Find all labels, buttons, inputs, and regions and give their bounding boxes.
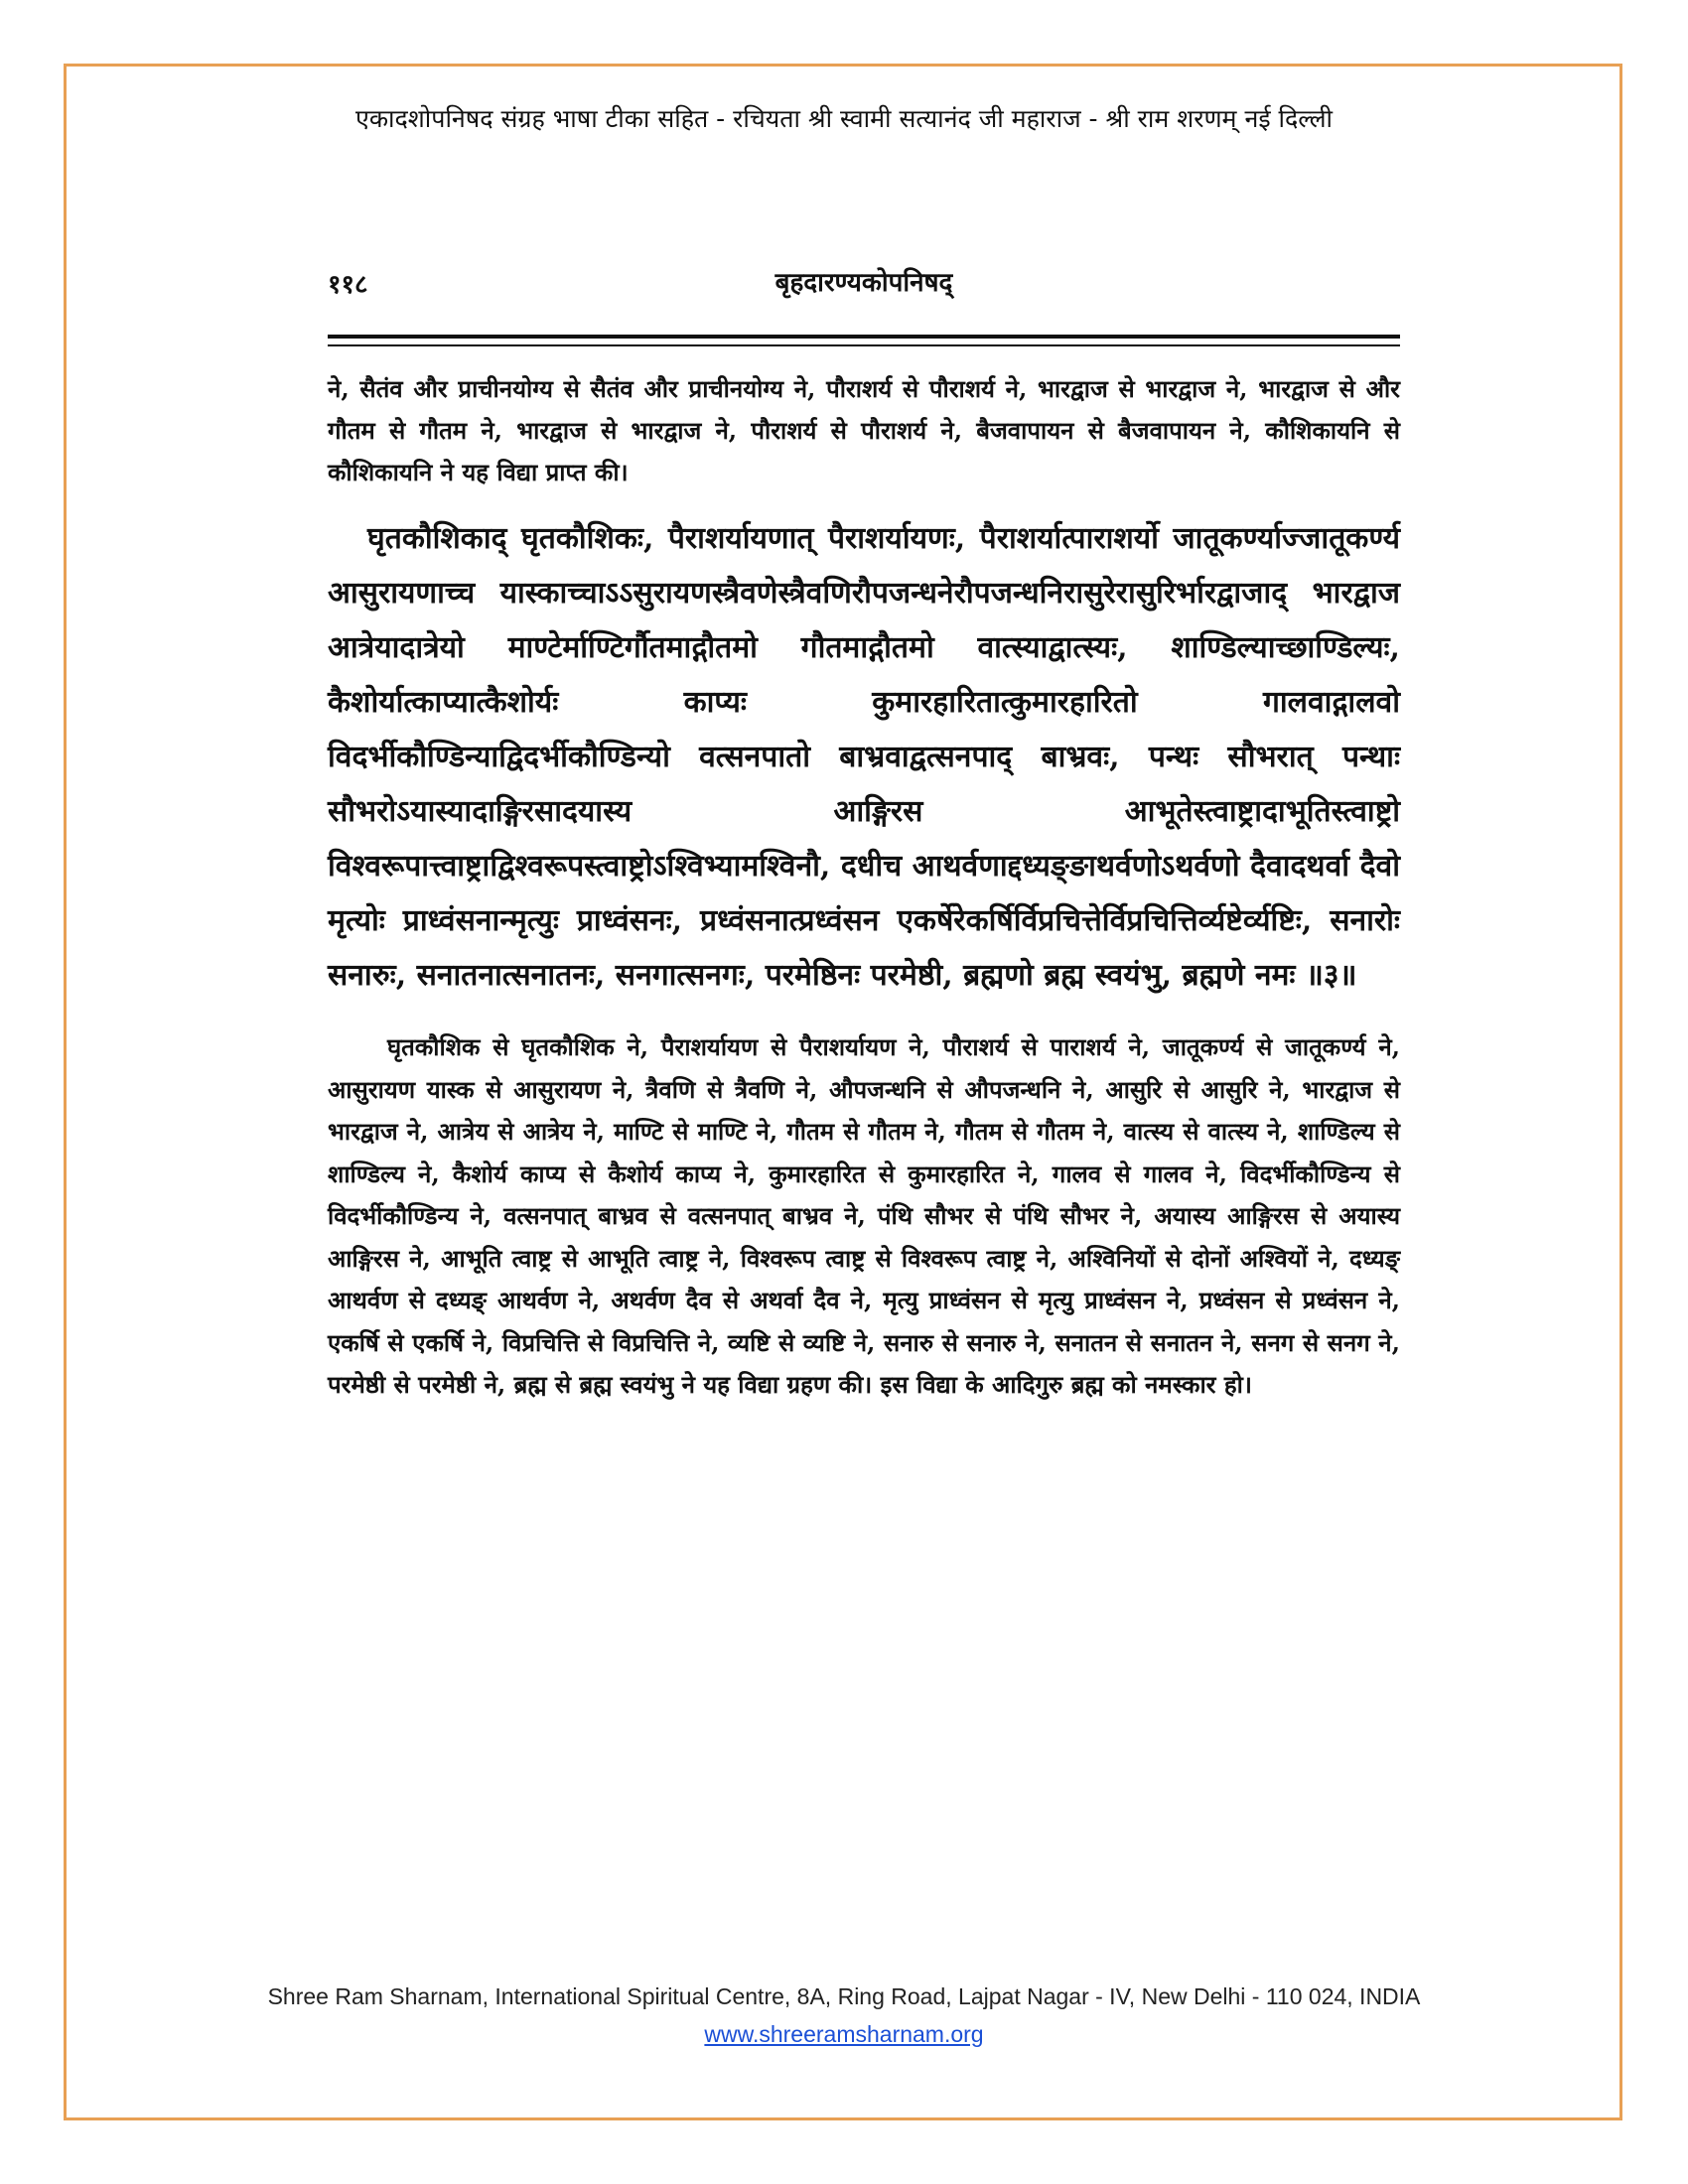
translation-paragraph-1: ने, सैतंव और प्राचीनयोग्य से सैतंव और प्राचीनयोग्य ने, पौराशर्य से पौराशर्य ने, भारद्वाज से भारद्वाज ने, भारद्वाज से और गौतम से गौतम ने, भारद्वाज से भारद्वाज ने, पौराशर्य से पौराशर्य ने, बैजवापायन से बैजवापायन ने, कौशिकायनि से कौशिकायनि ने यह विद्या प्राप्त की। [328, 374, 1400, 486]
translation-paragraph-2: घृतकौशिक से घृतकौशिक ने, पैराशर्यायण से पैराशर्यायण ने, पौराशर्य से पाराशर्य ने, जातूकर्ण्य से जातूकर्ण्य ने, आसुरायण यास्क से आसुरायण ने, त्रैवणि से त्रैवणि ने, औपजन्धनि से औपजन्धनि ने, आसुरि से आसुरि ने, भारद्वाज से भारद्वाज ने, आत्रेय से आत्रेय ने, माण्टि से माण्टि ने, गौतम से गौतम ने, गौतम से गौतम ने, वात्स्य से वात्स्य ने, शाण्डिल्य से शाण्डिल्य ने, कैशोर्य काप्य से कैशोर्य काप्य ने, कुमारहारित से कुमारहारित ने, गालव से गालव ने, विदर्भीकौण्डिन्य से विदर्भीकौण्डिन्य ने, वत्सनपात् बाभ्रव से वत्सनपात् बाभ्रव ने, पंथि सौभर से पंथि सौभर ने, अयास्य आङ्गिरस से अयास्य आङ्गिरस ने, आभूति त्वाष्ट्र से आभूति त्वाष्ट्र ने, विश्वरूप त्वाष्ट्र से विश्वरूप त्वाष्ट्र ने, अश्विनियों से दोनों अश्वियों ने, दध्यङ् आथर्वण से दध्यङ् आथर्वण ने, अथर्वण दैव से अथर्वा दैव ने, मृत्यु प्राध्वंसन से मृत्यु प्राध्वंसन ने, प्रध्वंसन से प्रध्वंसन ने, एकर्षि से एकर्षि ने, विप्रचित्ति से विप्रचित्ति ने, व्यष्टि से व्यष्टि ने, सनारु से सनारु ने, सनातन से सनातन ने, सनग से सनग ने, परमेष्ठी से परमेष्ठी ने, ब्रह्म से ब्रह्म स्वयंभु ने यह विद्या ग्रहण की। इस विद्या के आदिगुरु ब्रह्म को नमस्कार हो। [328, 1032, 1400, 1399]
document-header: एकादशोपनिषद संग्रह भाषा टीका सहित - रचियता श्री स्वामी सत्यानंद जी महाराज - श्री राम शरणम् नई दिल्ली [355, 104, 1333, 133]
header-rule-thick [328, 335, 1400, 339]
website-link[interactable]: www.shreeramsharnam.org [704, 2021, 984, 2047]
sanskrit-verse: घृतकौशिकाद् घृतकौशिकः, पैराशर्यायणात् पैराशर्यायणः, पैराशर्यात्पाराशर्यो जातूकर्ण्याज्जातूकर्ण्य आसुरायणाच्च यास्काच्चाऽऽसुरायणस्त्रैवणेस्त्रैवणिरौपजन्धनेरौपजन्धनिरासुरेरासुरिर्भारद्वाजाद् भारद्वाज आत्रेयादात्रेयो माण्टेर्माण्टिर्गौतमाद्गौतमो गौतमाद्गौतमो वात्स्याद्वात्स्यः, शाण्डिल्याच्छाण्डिल्यः, कैशोर्यात्काप्यात्कैशोर्यः काप्यः कुमारहारितात्कुमारहारितो गालवाद्गालवो विदर्भीकौण्डिन्याद्विदर्भीकौण्डिन्यो वत्सनपातो बाभ्रवाद्वत्सनपाद् बाभ्रवः, पन्थः सौभरात् पन्थाः सौभरोऽयास्यादाङ्गिरसादयास्य आङ्गिरस आभूतेस्त्वाष्ट्रादाभूतिस्त्वाष्ट्रो विश्वरूपात्त्वाष्ट्राद्विश्वरूपस्त्वाष्ट्रोऽश्विभ्यामश्विनौ, दधीच आथर्वणाद्दध्यङ्ङाथर्वणोऽथर्वणो दैवादथर्वा दैवो मृत्योः प्राध्वंसनान्मृत्युः प्राध्वंसनः, प्रध्वंसनात्प्रध्वंसन एकर्षेरेकर्षिर्विप्रचित्तेर्विप्रचित्तिर्व्यष्टेर्व्यष्टिः, सनारोः सनारुः, सनातनात्सनातनः, सनगात्सनगः, परमेष्ठिनः परमेष्ठी, ब्रह्मणो ब्रह्म स्वयंभु, ब्रह्मणे नमः ॥३॥ [328, 521, 1401, 993]
page-number: ११८ [328, 270, 368, 300]
scanned-page [328, 253, 1400, 1961]
page-title: बृहदारण्यकोपनिषद् [774, 268, 953, 298]
footer-website [119, 2021, 1569, 2048]
header-rule-thin [328, 344, 1400, 346]
running-head [328, 253, 1400, 313]
footer-address: Shree Ram Sharnam, International Spiritual Centre, 8A, Ring Road, Lajpat Nagar - IV, New Delhi - 110 024, INDIA [267, 1983, 1421, 2009]
